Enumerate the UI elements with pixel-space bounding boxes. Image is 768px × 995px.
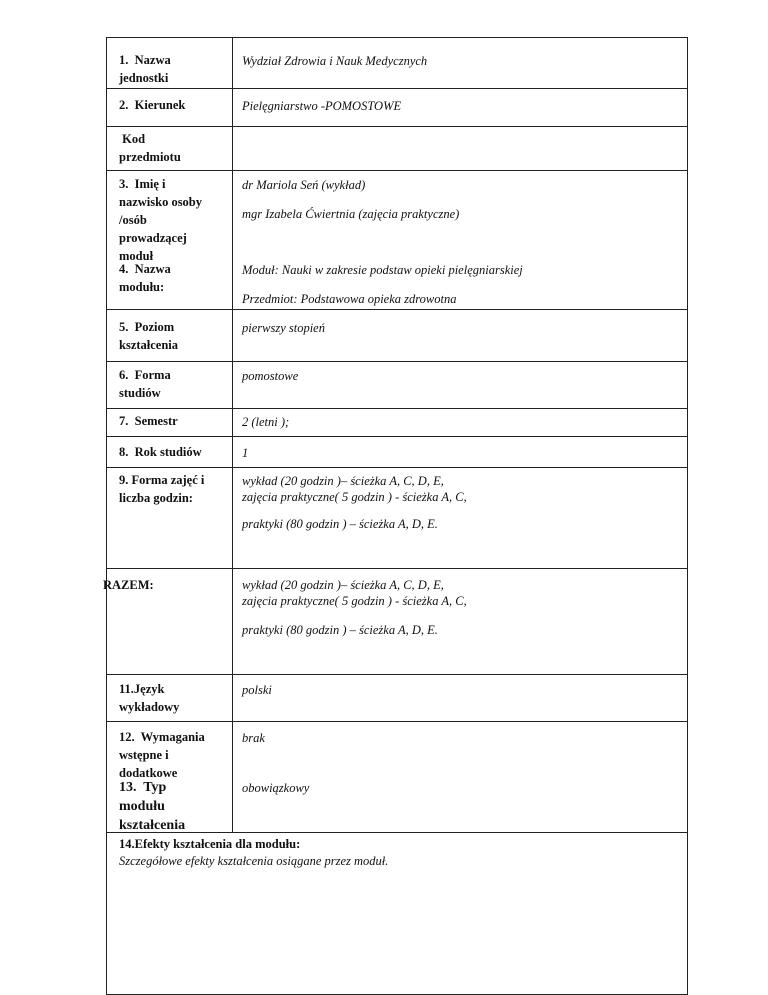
- row-divider: [107, 170, 687, 171]
- value-language: polski: [242, 683, 272, 697]
- value-requirements: brak: [242, 731, 265, 745]
- value-module-name: Moduł: Nauki w zakresie podstaw opieki pielęgniarskiej: [242, 263, 523, 277]
- row-divider: [107, 568, 687, 569]
- label-class-forms-hours: 9. Forma zajęć i liczba godzin:: [119, 473, 205, 505]
- value-field-of-study: Pielęgniarstwo -POMOSTOWE: [242, 99, 402, 113]
- value-practical-hours: zajęcia praktyczne( 5 godzin ) - ścieżka A, C,: [242, 490, 467, 504]
- row-divider: [107, 88, 687, 89]
- value-unit-name: Wydział Zdrowia i Nauk Medycznych: [242, 54, 428, 68]
- row-divider: [107, 467, 687, 468]
- value-module-type: obowiązkowy: [242, 781, 310, 795]
- column-divider: [232, 38, 233, 832]
- row-divider: [107, 674, 687, 675]
- label-instructors: 3. Imię i nazwisko osoby /osób prowadzącej moduł: [119, 177, 203, 263]
- value-total-internship: praktyki (80 godzin ) – ścieżka A, D, E.: [242, 623, 438, 637]
- row-divider: [107, 408, 687, 409]
- row-divider: [107, 832, 687, 833]
- row-divider: [107, 436, 687, 437]
- value-instructor-lecture: dr Mariola Seń (wykład): [242, 178, 366, 192]
- section-learning-outcomes-subtitle: Szczegółowe efekty kształcenia osiągane przez moduł.: [119, 854, 389, 868]
- label-year-of-study: 8. Rok studiów: [119, 445, 202, 459]
- label-course-code: Kod przedmiotu: [119, 132, 181, 164]
- label-language: 11.Język wykładowy: [119, 682, 180, 714]
- label-requirements: 12. Wymagania wstępne i dodatkowe: [119, 730, 205, 780]
- label-education-level: 5. Poziom kształcenia: [119, 320, 179, 352]
- value-lecture-hours: wykład (20 godzin )– ścieżka A, C, D, E,: [242, 474, 444, 488]
- value-education-level: pierwszy stopień: [242, 321, 325, 335]
- label-semester: 7. Semestr: [119, 414, 178, 428]
- value-year-of-study: 1: [242, 446, 249, 460]
- label-module-name: 4. Nazwa modułu:: [119, 262, 171, 294]
- value-study-form: pomostowe: [242, 369, 299, 383]
- label-total: RAZEM:: [103, 578, 154, 592]
- course-syllabus-table: [103, 37, 688, 995]
- label-study-form: 6. Forma studiów: [119, 368, 171, 400]
- label-unit-name: 1. Nazwa jednostki: [119, 53, 171, 85]
- row-divider: [107, 361, 687, 362]
- row-divider: [107, 309, 687, 310]
- label-module-type: 13. Typ modułu kształcenia: [119, 780, 186, 833]
- label-field-of-study: 2. Kierunek: [119, 98, 186, 112]
- row-divider: [107, 721, 687, 722]
- section-learning-outcomes-title: 14.Efekty kształcenia dla modułu:: [119, 837, 301, 851]
- value-internship-hours: praktyki (80 godzin ) – ścieżka A, D, E.: [242, 517, 438, 531]
- value-instructor-practical: mgr Izabela Ćwiertnia (zajęcia praktyczne): [242, 207, 460, 221]
- value-total-practical: zajęcia praktyczne( 5 godzin ) - ścieżka A, C,: [242, 594, 467, 608]
- value-total-lecture: wykład (20 godzin )– ścieżka A, C, D, E,: [242, 578, 444, 592]
- row-divider: [107, 126, 687, 127]
- value-semester: 2 (letni );: [242, 415, 290, 429]
- value-subject-name: Przedmiot: Podstawowa opieka zdrowotna: [242, 292, 457, 306]
